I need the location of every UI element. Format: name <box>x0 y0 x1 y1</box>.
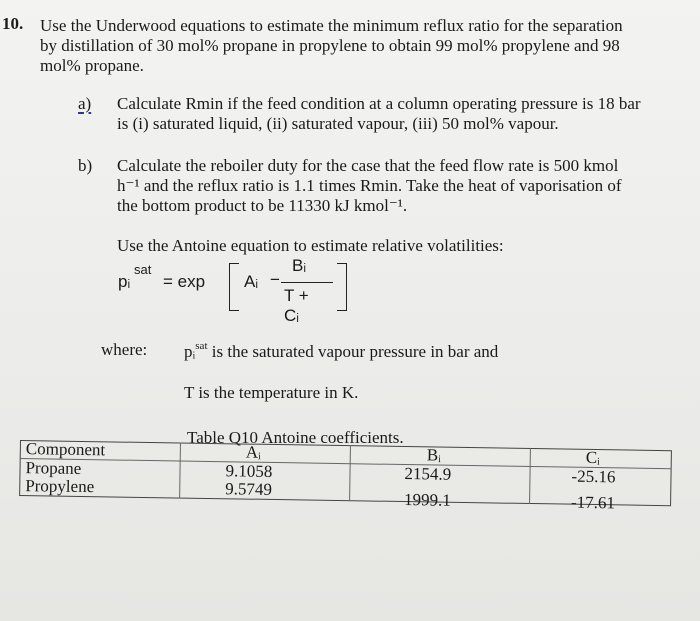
where-p: pᵢ <box>184 342 196 361</box>
temperature-definition: T is the temperature in K. <box>184 383 359 402</box>
antoine-equation <box>118 256 318 325</box>
eq-fraction-bar <box>281 282 333 283</box>
where-sat: sat <box>195 340 208 352</box>
eq-pressure-symbol: pᵢ <box>118 272 131 291</box>
table-cell-propane-c: -25.16 <box>571 466 616 487</box>
table-caption: Table Q10 Antoine coefficients. <box>187 428 404 447</box>
question-line-1: Use the Underwood equations to estimate the minimum reflux ratio for the separation <box>40 16 623 35</box>
where-definition <box>184 340 498 362</box>
table-cell-propylene-b: 1999.1 <box>403 490 452 510</box>
table-cell-propane-a: 9.1058 <box>225 461 273 481</box>
table-header-b: Bᵢ <box>426 445 442 465</box>
question-line-2: by distillation of 30 mol% propane in propylene to obtain 99 mol% propylene and 98 <box>40 36 620 55</box>
part-a-line-2: is (i) saturated liquid, (ii) saturated vapour, (iii) 50 mol% vapour. <box>117 114 559 133</box>
where-label: where: <box>101 340 148 359</box>
eq-sat-superscript: sat <box>134 262 152 277</box>
part-b-marker: b) <box>78 156 93 175</box>
antoine-coefficients-table <box>19 440 672 522</box>
part-b-line-3: the bottom product to be 11330 kJ kmol⁻¹. <box>117 196 408 215</box>
question-number: 10. <box>2 14 24 33</box>
eq-numerator: Bᵢ <box>292 256 307 275</box>
table-header-a: Aᵢ <box>245 442 262 462</box>
eq-denominator: T + Cᵢ <box>284 286 309 325</box>
part-b-line-1: Calculate the reboiler duty for the case that the feed flow rate is 500 kmol <box>117 156 619 175</box>
table-cell-propane-b: 2154.9 <box>404 464 452 484</box>
where-text: is the saturated vapour pressure in bar and <box>207 342 499 361</box>
table-cell-propylene-c: -17.61 <box>570 492 616 513</box>
eq-left-bracket <box>229 263 239 311</box>
eq-equals-exp: = exp <box>163 272 206 291</box>
part-a-marker: a) <box>78 94 92 113</box>
table-header-c: Cᵢ <box>585 447 601 468</box>
table-cell-propylene-name: Propylene <box>25 476 95 497</box>
part-a-line-1: Calculate Rmin if the feed condition at a column operating pressure is 18 bar <box>117 94 641 113</box>
eq-right-bracket <box>337 263 347 311</box>
table-cell-propane-name: Propane <box>25 458 82 478</box>
antoine-intro: Use the Antoine equation to estimate relative volatilities: <box>117 236 504 255</box>
eq-a-term: Aᵢ <box>244 272 259 291</box>
table-header-component: Component <box>25 439 106 460</box>
part-b-line-2: h⁻¹ and the reflux ratio is 1.1 times Rmin. Take the heat of vaporisation of <box>117 176 622 195</box>
question-line-3: mol% propane. <box>40 56 144 75</box>
eq-minus: − <box>270 270 280 289</box>
table-cell-propylene-a: 9.5749 <box>225 479 273 499</box>
